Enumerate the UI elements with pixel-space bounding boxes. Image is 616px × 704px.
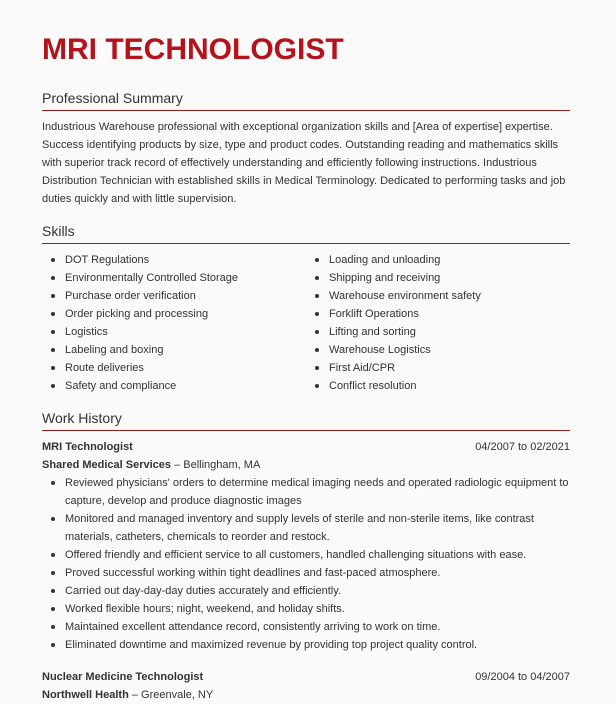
job-dates: 09/2004 to 04/2007 <box>475 671 570 683</box>
job-bullet: Reviewed physicians' orders to determine medical imaging needs and operated radiologic equipment to capture, develop and produce diagnostic images <box>42 474 570 510</box>
job-title: Nuclear Medicine Technologist <box>42 671 204 683</box>
skill-item: Forklift Operations <box>306 305 570 323</box>
job-location: – Bellingham, MA <box>174 459 261 471</box>
summary-heading: Professional Summary <box>42 90 570 111</box>
summary-section <box>42 90 570 208</box>
skill-item: Route deliveries <box>42 359 306 377</box>
skill-item: Environmentally Controlled Storage <box>42 269 306 287</box>
skill-item: DOT Regulations <box>42 251 306 269</box>
skills-left-column <box>42 251 306 395</box>
skill-item: Loading and unloading <box>306 251 570 269</box>
job-entry <box>42 438 570 654</box>
skill-item: Safety and compliance <box>42 377 306 395</box>
skills-heading: Skills <box>42 223 570 244</box>
skill-item: Shipping and receiving <box>306 269 570 287</box>
job-bullet: Proved successful working within tight deadlines and fast-paced atmosphere. <box>42 564 570 582</box>
job-company: Shared Medical Services <box>42 459 172 471</box>
job-bullet: Offered friendly and efficient service to all customers, handled challenging situations with ease. <box>42 546 570 564</box>
job-bullet: Maintained excellent attendance record, consistently arriving to work on time. <box>42 618 570 636</box>
job-entry <box>42 668 570 704</box>
skill-item: Conflict resolution <box>306 377 570 395</box>
job-bullet: Worked flexible hours; night, weekend, and holiday shifts. <box>42 600 570 618</box>
job-dates: 04/2007 to 02/2021 <box>475 441 570 453</box>
job-title: MRI Technologist <box>42 441 133 453</box>
skill-item: Order picking and processing <box>42 305 306 323</box>
job-company: Northwell Health <box>42 689 129 701</box>
resume-title: MRI TECHNOLOGIST <box>42 33 344 66</box>
skill-item: First Aid/CPR <box>306 359 570 377</box>
work-section <box>42 410 570 431</box>
job-bullets <box>42 474 570 654</box>
skill-item: Labeling and boxing <box>42 341 306 359</box>
skill-item: Warehouse Logistics <box>306 341 570 359</box>
skill-item: Warehouse environment safety <box>306 287 570 305</box>
job-bullet: Carried out day-day-day duties accurately and efficiently. <box>42 582 570 600</box>
job-location: – Greenvale, NY <box>131 689 214 701</box>
skill-item: Purchase order verification <box>42 287 306 305</box>
skills-right-column <box>306 251 570 395</box>
skill-item: Lifting and sorting <box>306 323 570 341</box>
skills-section <box>42 223 570 395</box>
summary-text: Industrious Warehouse professional with exceptional organization skills and [Area of expertise] expertise. Success identifying products by size, type and product codes. Outstanding reading and mathematics skills with superior track record of effectively understanding and efficiently following instructions. Industrious Distribution Technician with established skills in Medical Terminology. Dedicated to performing tasks and job duties quickly and with little supervision. <box>42 121 566 205</box>
job-bullet: Monitored and managed inventory and supply levels of sterile and non-sterile items, like contrast materials, catheters, chemicals to reorder and restock. <box>42 510 570 546</box>
work-heading: Work History <box>42 410 570 431</box>
skill-item: Logistics <box>42 323 306 341</box>
job-bullet: Eliminated downtime and maximized revenue by providing top project quality control. <box>42 636 570 654</box>
